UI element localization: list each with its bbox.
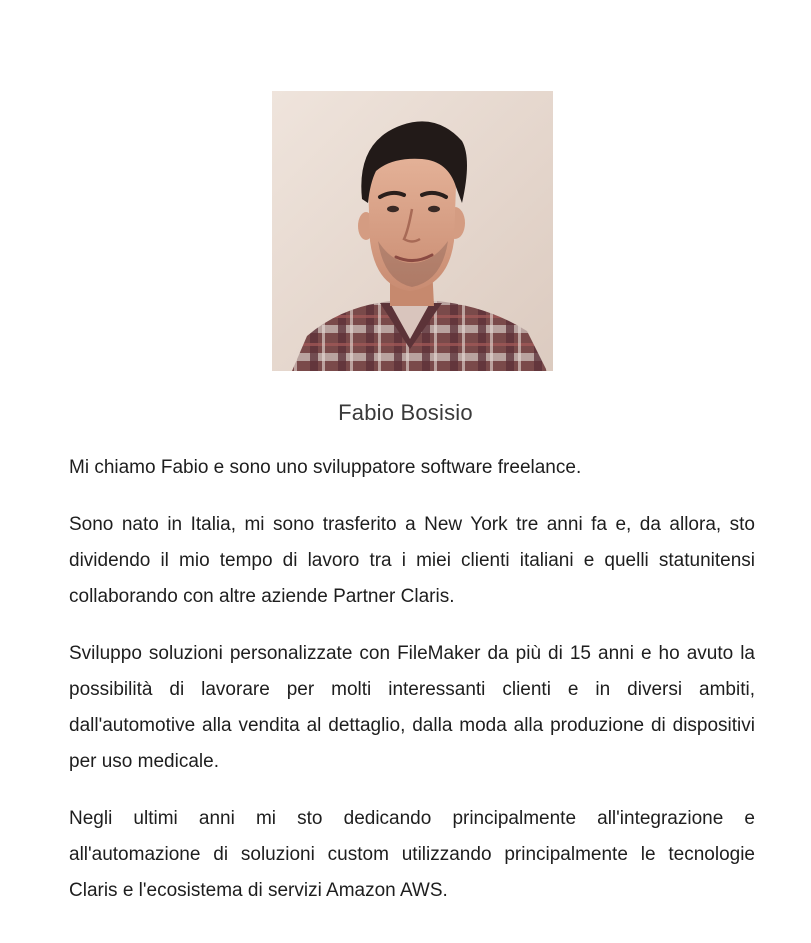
portrait-photo-icon (272, 91, 553, 371)
bio-paragraph-experience: Sviluppo soluzioni personalizzate con FileMaker da più di 15 anni e ho avuto la possibilità di lavorare per molti interessanti clienti e in diversi ambiti, dall'automotive alla vendita al dettaglio, dalla moda alla produzione di dispositivi per uso medicale. (69, 643, 755, 772)
bio-paragraph-background: Sono nato in Italia, mi sono trasferito a New York tre anni fa e, da allora, sto dividendo il mio tempo di lavoro tra i miei clienti italiani e quelli statunitensi collaborando con altre aziende Partner Claris. (69, 514, 755, 607)
bio-paragraph-focus: Negli ultimi anni mi sto dedicando principalmente all'integrazione e all'automazione di soluzioni custom utilizzando principalmente le tecnologie Claris e l'ecosistema di servizi Amazon AWS. (69, 808, 755, 901)
bio-paragraph-intro: Mi chiamo Fabio e sono uno sviluppatore software freelance. (69, 457, 582, 478)
bio-section (69, 450, 755, 930)
profile-name: Fabio Bosisio (338, 400, 473, 425)
profile-photo (272, 91, 553, 371)
